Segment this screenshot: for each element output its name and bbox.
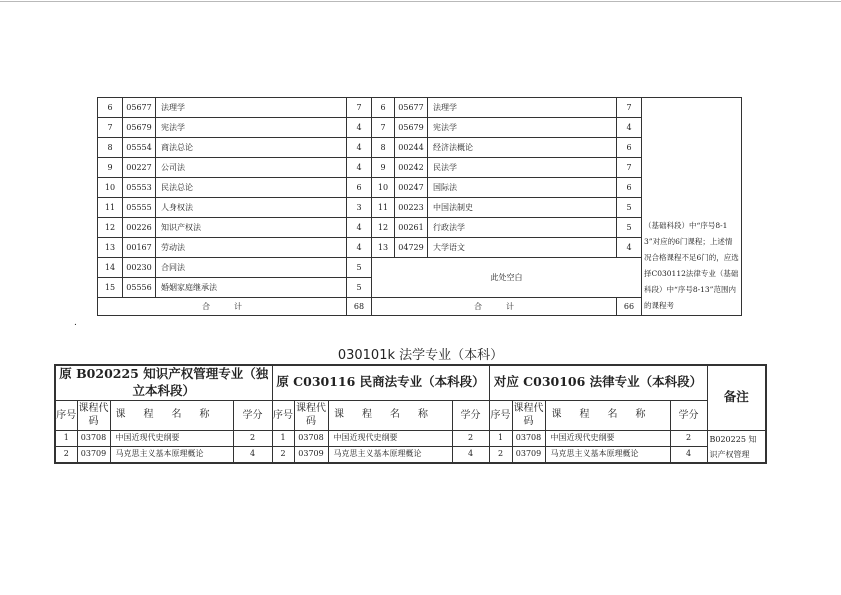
cell-seq: 11 bbox=[372, 198, 395, 218]
header-seq: 序号 bbox=[489, 400, 512, 430]
cell-credit: 4 bbox=[347, 158, 372, 178]
total-credits-right: 66 bbox=[617, 298, 642, 316]
cell-seq: 1 bbox=[489, 430, 512, 446]
cell-credit: 2 bbox=[233, 430, 272, 446]
cell-course-name: 宪法学 bbox=[428, 118, 617, 138]
cell-seq: 13 bbox=[372, 238, 395, 258]
cell-code: 05555 bbox=[123, 198, 156, 218]
cell-seq: 10 bbox=[98, 178, 123, 198]
remark-cell: （基础科段）中“序号8-13”对应的6门课程；上述情况合格课程不足6门的，应选择C030112法律专业（基础科段）中“序号8-13”范围内的课程考 bbox=[642, 98, 742, 316]
cell-credit: 2 bbox=[452, 430, 489, 446]
cell-code: 00247 bbox=[395, 178, 428, 198]
cell-seq: 9 bbox=[372, 158, 395, 178]
header-code: 课程代码 bbox=[77, 400, 110, 430]
cell-course-name: 法理学 bbox=[156, 98, 347, 118]
cell-code: 04729 bbox=[395, 238, 428, 258]
cell-credit: 6 bbox=[617, 138, 642, 158]
total-label-left: 合 计 bbox=[98, 298, 347, 316]
cell-code: 00226 bbox=[123, 218, 156, 238]
cell-course-name: 法理学 bbox=[428, 98, 617, 118]
cell-course-name: 民法总论 bbox=[156, 178, 347, 198]
remark-cell: B020225 知识产权管理 bbox=[707, 430, 766, 463]
cell-code: 03709 bbox=[512, 446, 545, 463]
group-title-original-b020225: 原 B020225 知识产权管理专业（独立本科段） bbox=[55, 365, 272, 400]
cell-credit: 5 bbox=[347, 258, 372, 278]
header-course-name: 课程名称 bbox=[110, 400, 233, 430]
cell-credit: 5 bbox=[617, 198, 642, 218]
cell-credit: 4 bbox=[670, 446, 707, 463]
cell-credit: 5 bbox=[617, 218, 642, 238]
total-credits-left: 68 bbox=[347, 298, 372, 316]
cell-seq: 2 bbox=[55, 446, 77, 463]
cell-seq: 9 bbox=[98, 158, 123, 178]
cell-course-name: 中国近现代史纲要 bbox=[110, 430, 233, 446]
cell-course-name: 知识产权法 bbox=[156, 218, 347, 238]
cell-course-name: 中国近现代史纲要 bbox=[545, 430, 670, 446]
cell-seq: 14 bbox=[98, 258, 123, 278]
cell-code: 05677 bbox=[123, 98, 156, 118]
course-mapping-table-lower bbox=[54, 364, 767, 464]
cell-credit: 7 bbox=[617, 98, 642, 118]
cell-code: 00230 bbox=[123, 258, 156, 278]
header-seq: 序号 bbox=[55, 400, 77, 430]
cell-course-name: 人身权法 bbox=[156, 198, 347, 218]
cell-credit: 4 bbox=[347, 238, 372, 258]
page-top-border bbox=[0, 1, 841, 2]
cell-credit: 4 bbox=[347, 218, 372, 238]
cell-credit: 7 bbox=[347, 98, 372, 118]
total-label-right: 合 计 bbox=[372, 298, 617, 316]
header-credit: 学分 bbox=[233, 400, 272, 430]
cell-course-name: 商法总论 bbox=[156, 138, 347, 158]
table-row bbox=[55, 446, 766, 463]
cell-seq: 2 bbox=[489, 446, 512, 463]
section-title: 030101k 法学专业（本科） bbox=[337, 348, 504, 363]
cell-code: 05553 bbox=[123, 178, 156, 198]
table-row bbox=[98, 98, 742, 118]
cell-seq: 6 bbox=[372, 98, 395, 118]
stray-dot: . bbox=[74, 318, 77, 328]
cell-credit: 6 bbox=[617, 178, 642, 198]
cell-credit: 4 bbox=[347, 138, 372, 158]
cell-seq: 1 bbox=[55, 430, 77, 446]
cell-course-name: 马克思主义基本原理概论 bbox=[328, 446, 452, 463]
cell-code: 00242 bbox=[395, 158, 428, 178]
cell-course-name: 马克思主义基本原理概论 bbox=[545, 446, 670, 463]
cell-seq: 12 bbox=[98, 218, 123, 238]
header-credit: 学分 bbox=[670, 400, 707, 430]
header-course-name: 课程名称 bbox=[328, 400, 452, 430]
cell-code: 00227 bbox=[123, 158, 156, 178]
cell-seq: 8 bbox=[372, 138, 395, 158]
cell-code: 05679 bbox=[395, 118, 428, 138]
cell-course-name: 国际法 bbox=[428, 178, 617, 198]
cell-course-name: 中国法制史 bbox=[428, 198, 617, 218]
cell-course-name: 行政法学 bbox=[428, 218, 617, 238]
cell-credit: 4 bbox=[617, 238, 642, 258]
cell-code: 00261 bbox=[395, 218, 428, 238]
cell-credit: 2 bbox=[670, 430, 707, 446]
cell-course-name: 民法学 bbox=[428, 158, 617, 178]
header-seq: 序号 bbox=[272, 400, 294, 430]
cell-seq: 8 bbox=[98, 138, 123, 158]
cell-code: 05556 bbox=[123, 278, 156, 298]
cell-credit: 4 bbox=[233, 446, 272, 463]
group-title-original-c030116: 原 C030116 民商法专业（本科段） bbox=[272, 365, 489, 400]
cell-course-name: 中国近现代史纲要 bbox=[328, 430, 452, 446]
cell-seq: 11 bbox=[98, 198, 123, 218]
cell-seq: 2 bbox=[272, 446, 294, 463]
cell-code: 00244 bbox=[395, 138, 428, 158]
cell-seq: 13 bbox=[98, 238, 123, 258]
header-code: 课程代码 bbox=[294, 400, 328, 430]
cell-code: 03708 bbox=[512, 430, 545, 446]
cell-code: 05677 bbox=[395, 98, 428, 118]
cell-course-name: 婚姻家庭继承法 bbox=[156, 278, 347, 298]
header-credit: 学分 bbox=[452, 400, 489, 430]
cell-credit: 3 bbox=[347, 198, 372, 218]
cell-course-name: 大学语文 bbox=[428, 238, 617, 258]
cell-course-name: 公司法 bbox=[156, 158, 347, 178]
cell-credit: 5 bbox=[347, 278, 372, 298]
cell-credit: 6 bbox=[347, 178, 372, 198]
cell-course-name: 马克思主义基本原理概论 bbox=[110, 446, 233, 463]
cell-course-name: 经济法概论 bbox=[428, 138, 617, 158]
cell-credit: 7 bbox=[617, 158, 642, 178]
cell-course-name: 劳动法 bbox=[156, 238, 347, 258]
cell-code: 03708 bbox=[77, 430, 110, 446]
cell-seq: 6 bbox=[98, 98, 123, 118]
cell-code: 03708 bbox=[294, 430, 328, 446]
remark-header: 备注 bbox=[707, 365, 766, 430]
cell-seq: 10 bbox=[372, 178, 395, 198]
cell-seq: 12 bbox=[372, 218, 395, 238]
cell-course-name: 宪法学 bbox=[156, 118, 347, 138]
cell-credit: 4 bbox=[452, 446, 489, 463]
cell-seq: 1 bbox=[272, 430, 294, 446]
cell-credit: 4 bbox=[347, 118, 372, 138]
cell-seq: 15 bbox=[98, 278, 123, 298]
cell-seq: 7 bbox=[372, 118, 395, 138]
cell-code: 00223 bbox=[395, 198, 428, 218]
cell-code: 00167 bbox=[123, 238, 156, 258]
header-course-name: 课程名称 bbox=[545, 400, 670, 430]
course-mapping-table-upper bbox=[97, 97, 742, 316]
cell-course-name: 合同法 bbox=[156, 258, 347, 278]
cell-code: 05679 bbox=[123, 118, 156, 138]
table-row bbox=[55, 430, 766, 446]
cell-code: 03709 bbox=[77, 446, 110, 463]
header-code: 课程代码 bbox=[512, 400, 545, 430]
blank-area-text: 此处空白 bbox=[372, 258, 642, 298]
cell-seq: 7 bbox=[98, 118, 123, 138]
group-title-target-c030106: 对应 C030106 法律专业（本科段） bbox=[489, 365, 707, 400]
cell-code: 03709 bbox=[294, 446, 328, 463]
cell-credit: 4 bbox=[617, 118, 642, 138]
cell-code: 05554 bbox=[123, 138, 156, 158]
